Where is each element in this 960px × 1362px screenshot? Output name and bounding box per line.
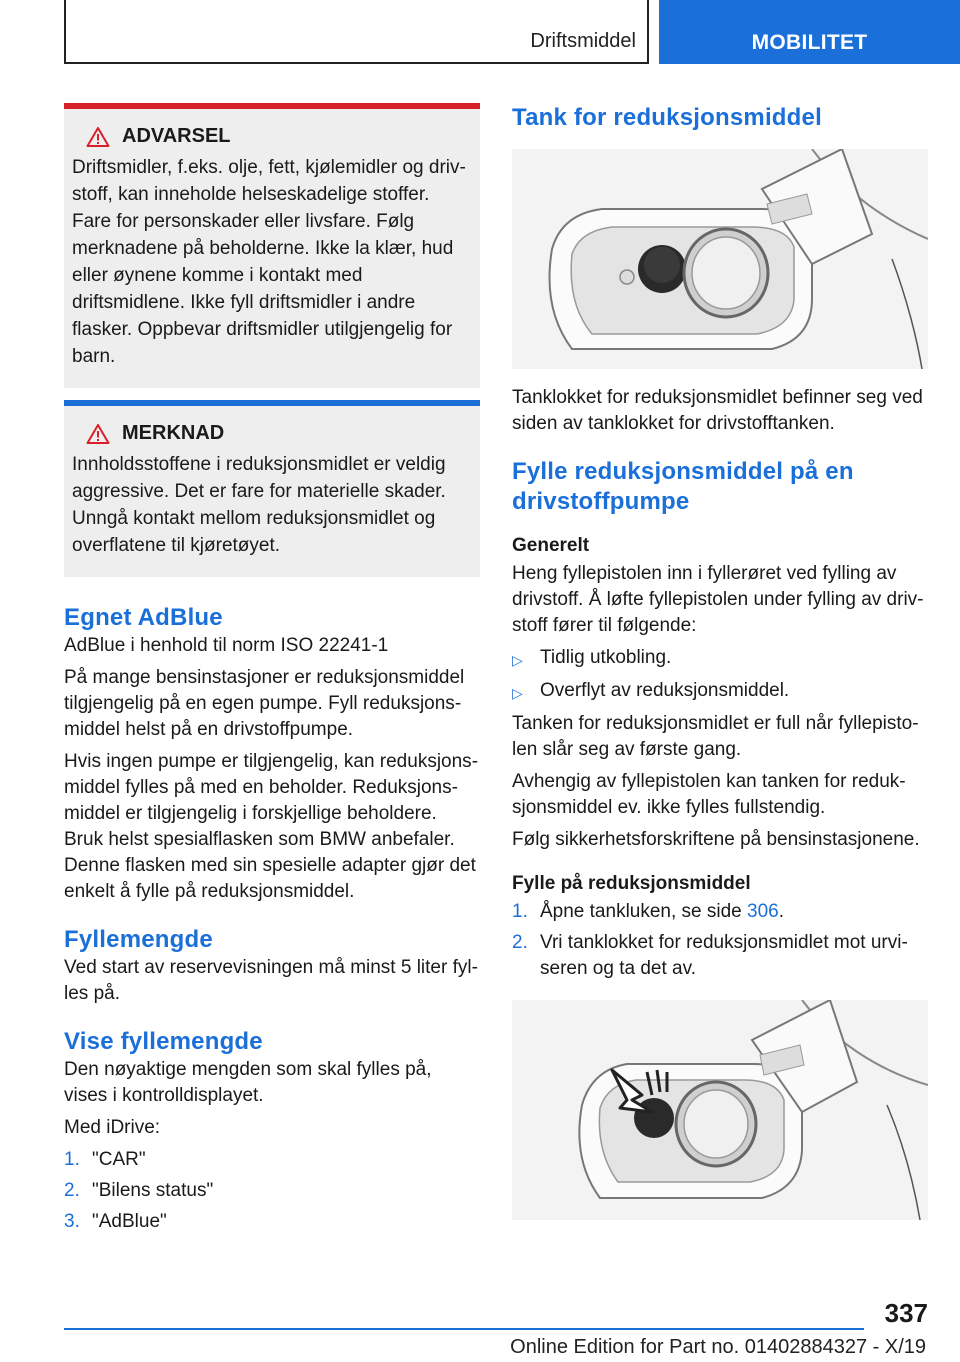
- paragraph: På mange bensinstasjoner er reduksjonsmiddel tilgjengelig på en egen pumpe. Fyll reduksjonsmiddel helst på en drivstoffpumpe.: [64, 667, 465, 740]
- warning-heading: [86, 125, 472, 148]
- heading-vise-fyllemengde: Vise fyllemengde: [64, 1028, 263, 1055]
- section-adblue: [64, 603, 480, 905]
- paragraph: Den nøyaktige mengden som skal fylles på, vises i kontrolldisplayet.: [64, 1059, 432, 1106]
- step-text-post: .: [778, 901, 785, 922]
- step-text: "Bilens status": [92, 1180, 214, 1201]
- page-header: [0, 0, 960, 64]
- consequence-list: [512, 645, 928, 706]
- subheading-steps: Fylle på reduksjonsmiddel: [512, 873, 751, 894]
- paragraph: Med iDrive:: [64, 1117, 161, 1138]
- paragraph: AdBlue i henhold til norm ISO 22241-1: [64, 635, 389, 656]
- step-text: "AdBlue": [92, 1211, 167, 1232]
- note-box: [64, 400, 480, 577]
- note-title: MERKNAD: [122, 422, 225, 444]
- edition-note: Online Edition for Part no. 01402884327 - X/19: [510, 1336, 926, 1358]
- heading-egnet-adblue: Egnet AdBlue: [64, 604, 223, 631]
- paragraph: Heng fyllepistolen inn i fyllerøret ved fylling av drivstoff. Å løfte fyllepistolen under fylling av drivstoff fører til følgende:: [512, 563, 924, 636]
- list-item: [512, 930, 928, 982]
- warning-triangle-icon: [86, 423, 110, 445]
- figure-cap-removal: [512, 1000, 928, 1220]
- warning-box: [64, 103, 480, 388]
- cap-removal-illustration: [512, 1000, 928, 1220]
- header-chapter-tab[interactable]: MOBILITET: [659, 0, 960, 64]
- figure-caption: Tanklokket for reduksjonsmidlet befinner seg ved siden av tanklokket for drivstofftanken.: [512, 387, 923, 434]
- note-heading: [86, 422, 472, 445]
- heading-pump: Fylle reduksjonsmiddel på en drivstoffpumpe: [512, 458, 854, 515]
- section-pump: [512, 457, 928, 982]
- page-reference-link[interactable]: 306: [747, 901, 779, 922]
- paragraph: Hvis ingen pumpe er tilgjengelig, kan reduksjonsmiddel fylles på med en beholder. Reduksjonsmiddel er tilgjengelig i forskjellige beholdere. Bruk helst spesialflasken som BMW anbefaler. Denne flasken med sin spesielle adapter gjør det enkelt å fylle på reduksjonsmiddel.: [64, 751, 479, 902]
- paragraph: Følg sikkerhetsforskriftene på bensinstasjonene.: [512, 829, 920, 850]
- right-column: [512, 103, 928, 1236]
- heading-fyllemengde: Fyllemengde: [64, 926, 213, 953]
- section-fyllemengde: [64, 925, 480, 1007]
- warning-title: ADVARSEL: [122, 125, 231, 147]
- step-number: 2.: [512, 932, 528, 953]
- step-number: 3.: [64, 1211, 80, 1232]
- step-text: "CAR": [92, 1149, 146, 1170]
- list-item: [64, 1147, 480, 1173]
- warning-triangle-icon: [86, 126, 110, 148]
- subheading-generelt: Generelt: [512, 535, 590, 556]
- list-item: [512, 645, 928, 673]
- refill-steps: [512, 899, 928, 982]
- tank-cap-illustration: [512, 149, 928, 369]
- figure-tank-cap: [512, 149, 928, 369]
- step-number: 1.: [64, 1149, 80, 1170]
- list-item: [512, 678, 928, 706]
- bullet-text: Tidlig utkobling.: [540, 647, 672, 668]
- bullet-text: Overflyt av reduksjonsmiddel.: [540, 680, 790, 701]
- page-number: 337: [884, 1298, 928, 1328]
- idrive-steps: [64, 1147, 480, 1235]
- warning-text: Driftsmidler, f.eks. olje, fett, kjølemidler og drivstoff, kan inneholde helseskadelige stoffer. Fare for personskader eller livsfare. Følg merknadene på beholderne. Ikke la klær, hud eller øynene komme i kontakt med driftsmidlene. Ikke fyll driftsmidler i andre flasker. Oppbevar driftsmidler utilgjengelig for barn.: [72, 157, 466, 367]
- paragraph: Avhengig av fyllepistolen kan tanken for reduksjonsmiddel ev. ikke fylles fullstendig.: [512, 771, 906, 818]
- step-number: 1.: [512, 901, 528, 922]
- paragraph: Ved start av reservevisningen må minst 5 liter fylles på.: [64, 957, 478, 1004]
- left-column: [64, 103, 480, 1240]
- paragraph: Tanken for reduksjonsmidlet er full når fyllepistolen slår seg av første gang.: [512, 713, 919, 760]
- bullet-triangle-icon: ▷: [512, 685, 523, 701]
- note-text: Innholdsstoffene i reduksjonsmidlet er veldig aggressive. Det er fare for materielle skader. Unngå kontakt mellom reduksjonsmidlet og overflatene til kjøretøyet.: [72, 454, 446, 556]
- list-item: [64, 1178, 480, 1204]
- list-item: [512, 899, 928, 925]
- section-vise-fyllemengde: [64, 1027, 480, 1235]
- step-text: Vri tanklokket for reduksjonsmidlet mot urviseren og ta det av.: [540, 932, 908, 979]
- heading-tank: Tank for reduksjonsmiddel: [512, 104, 822, 131]
- list-item: [64, 1209, 480, 1235]
- header-section-title: Driftsmiddel: [530, 30, 636, 52]
- footer-divider: [64, 1328, 864, 1330]
- step-text-pre: Åpne tankluken, se side: [540, 901, 748, 922]
- bullet-triangle-icon: ▷: [512, 652, 523, 668]
- step-number: 2.: [64, 1180, 80, 1201]
- step-text: [540, 899, 784, 925]
